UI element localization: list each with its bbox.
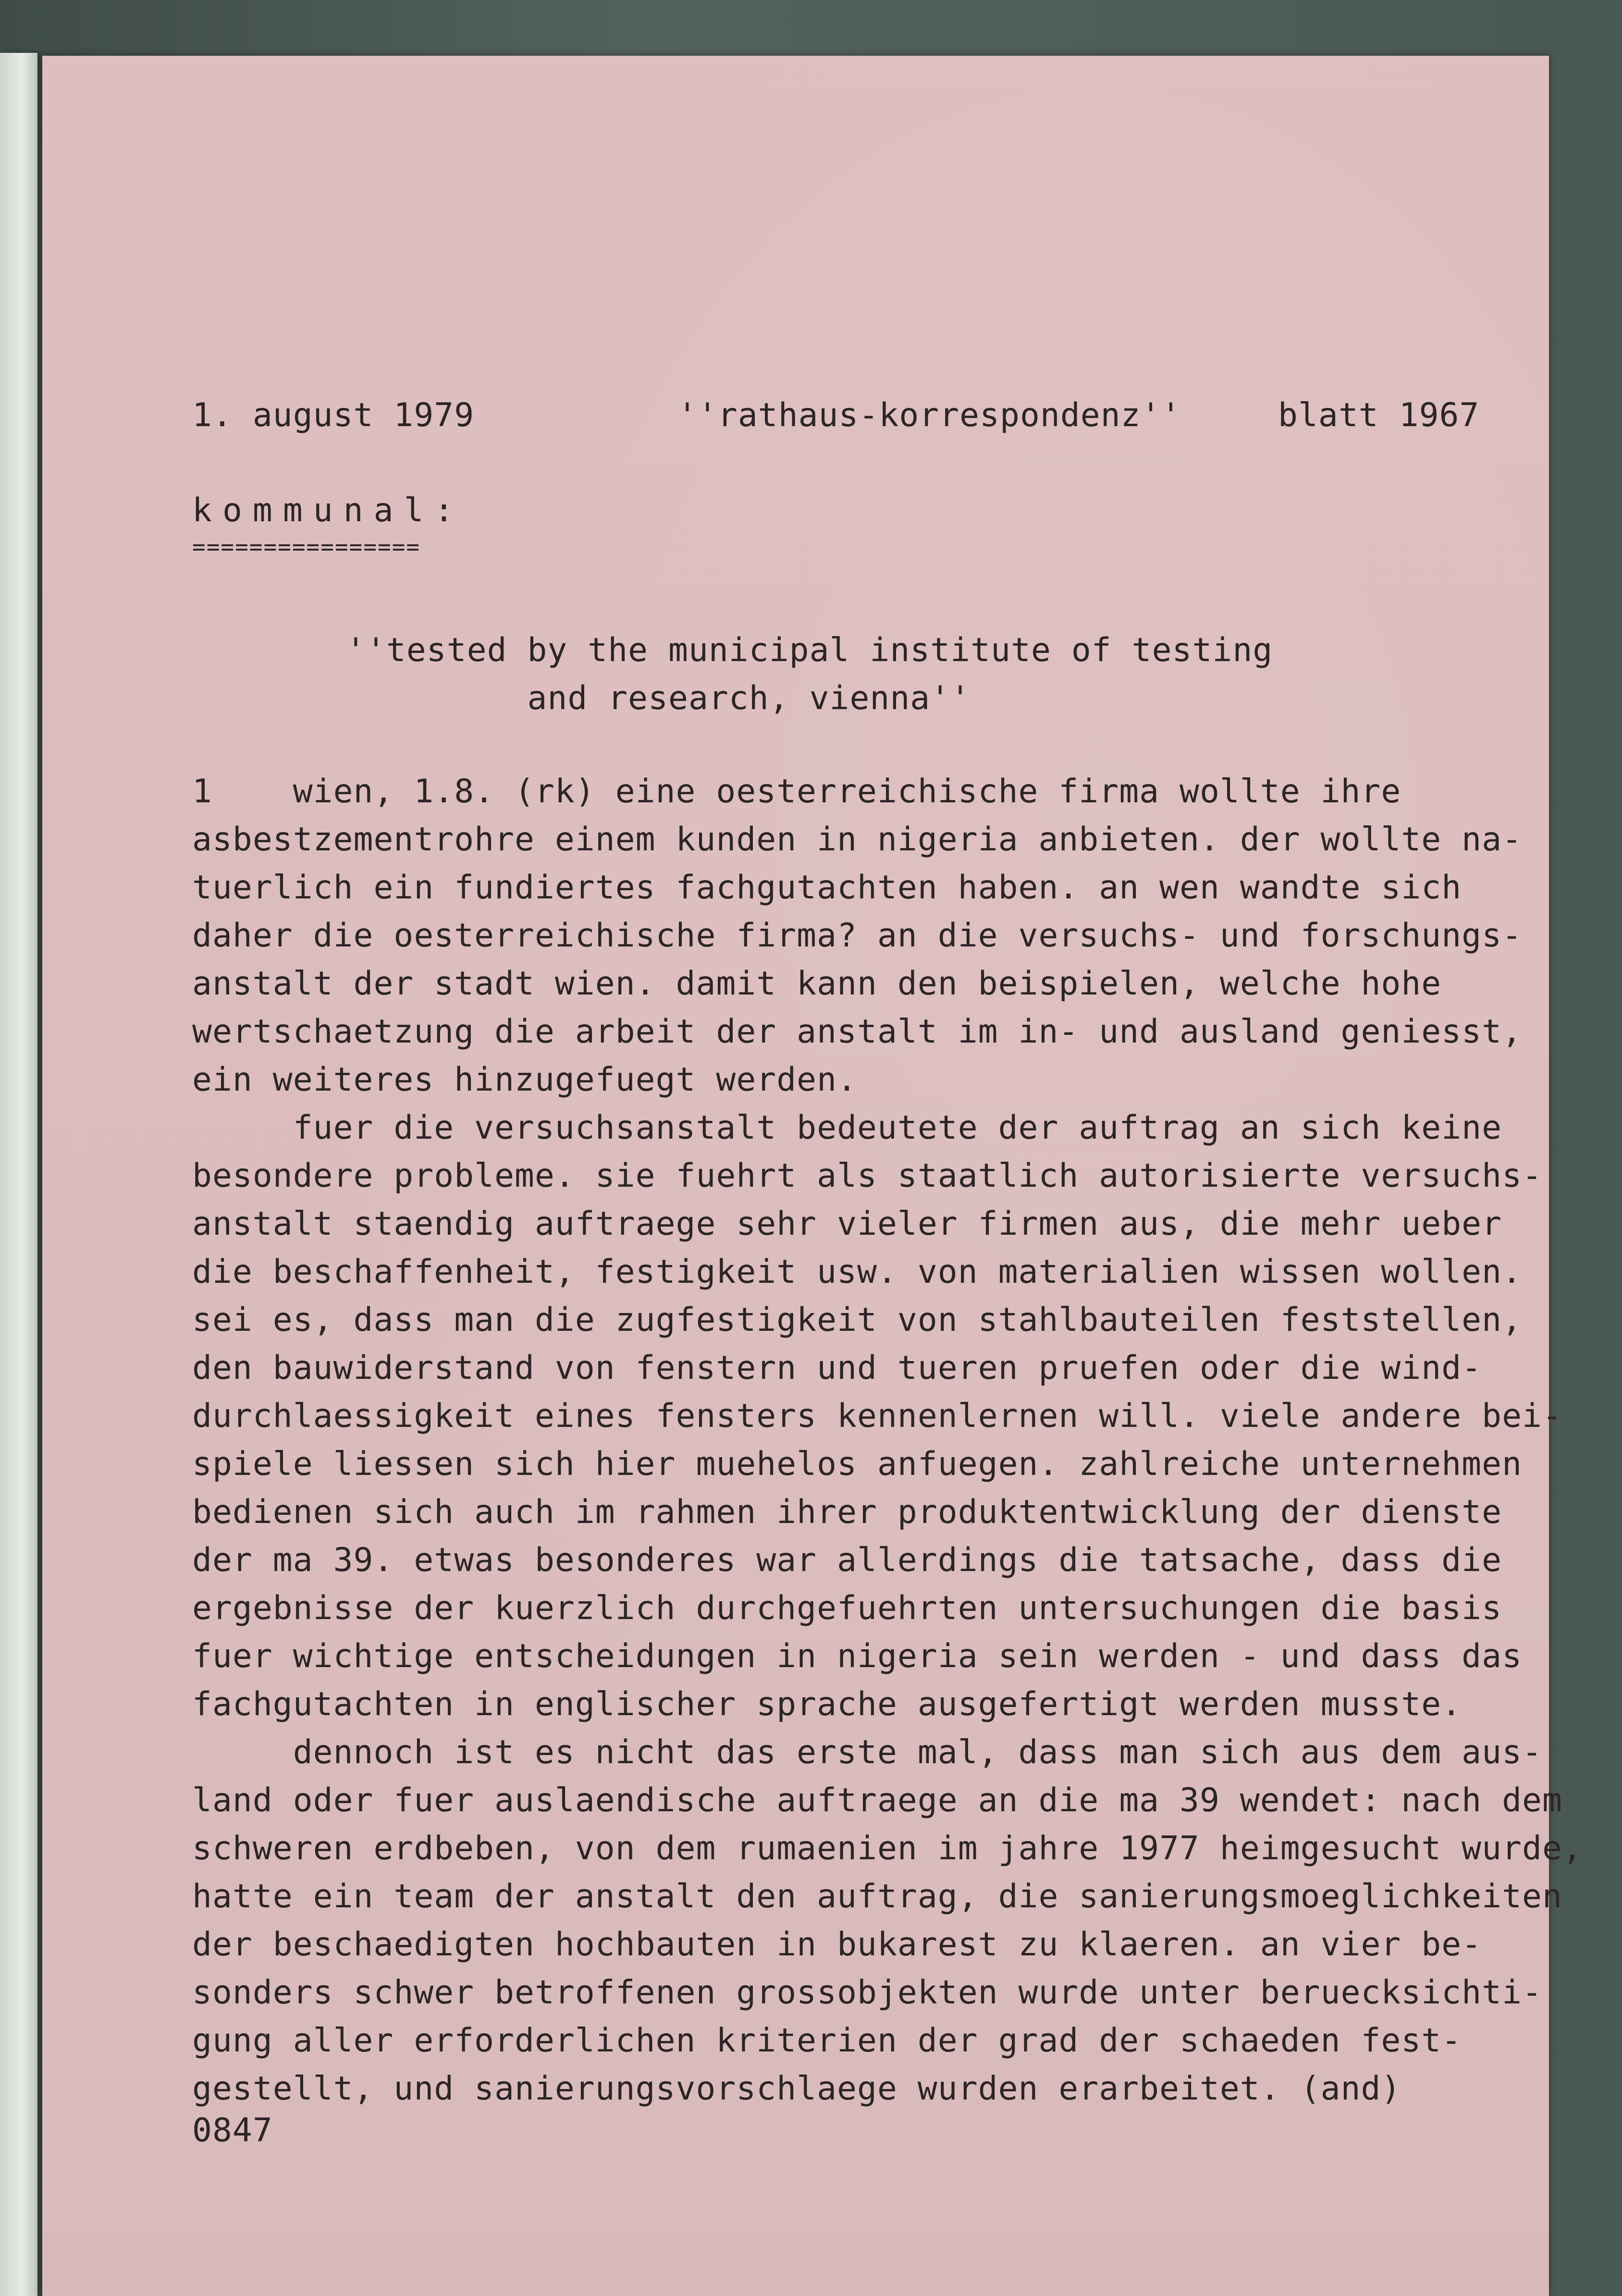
body-line: wertschaetzung die arbeit der anstalt im in- und ausland geniesst,	[192, 1013, 1523, 1051]
section-label: kommunal:	[192, 491, 465, 529]
header-date: 1. august 1979	[192, 396, 475, 434]
body-line: der beschaedigten hochbauten in bukarest zu klaeren. an vier be-	[192, 1926, 1482, 1964]
body-line: sonders schwer betroffenen grossobjekten wurde unter beruecksichti-	[192, 1974, 1542, 2012]
body-line: ergebnisse der kuerzlich durchgefuehrten untersuchungen die basis	[192, 1589, 1502, 1627]
previous-page-edge	[0, 53, 37, 2296]
body-line: hatte ein team der anstalt den auftrag, die sanierungsmoeglichkeiten	[192, 1878, 1562, 1915]
title-line: and research, vienna''	[346, 679, 971, 717]
title-line: ''tested by the municipal institute of testing	[346, 631, 1273, 669]
body-line: gestellt, und sanierungsvorschlaege wurden erarbeitet. (and)	[192, 2070, 1401, 2108]
body-line: bedienen sich auch im rahmen ihrer produktentwicklung der dienste	[192, 1493, 1502, 1531]
body-line: fuer wichtige entscheidungen in nigeria sein werden - und dass das	[192, 1637, 1523, 1675]
document-code: 0847	[192, 2112, 273, 2149]
header-publication: ''rathaus-korrespondenz''	[677, 396, 1181, 434]
body-line: dennoch ist es nicht das erste mal, dass man sich aus dem aus-	[192, 1733, 1542, 1771]
body-line: ein weiteres hinzugefuegt werden.	[192, 1061, 858, 1099]
body-line: der ma 39. etwas besonderes war allerdings die tatsache, dass die	[192, 1541, 1502, 1579]
article-title	[346, 626, 1273, 723]
body-line: durchlaessigkeit eines fensters kennenlernen will. viele andere bei-	[192, 1397, 1562, 1435]
body-line: anstalt staendig auftraege sehr vieler firmen aus, die mehr ueber	[192, 1205, 1502, 1243]
body-line: fuer die versuchsanstalt bedeutete der auftrag an sich keine	[192, 1109, 1502, 1147]
body-line: besondere probleme. sie fuehrt als staatlich autorisierte versuchs-	[192, 1157, 1542, 1195]
body-line: den bauwiderstand von fenstern und tueren pruefen oder die wind-	[192, 1349, 1482, 1387]
body-line: 1 wien, 1.8. (rk) eine oesterreichische firma wollte ihre	[192, 773, 1401, 810]
body-line: spiele liessen sich hier muehelos anfuegen. zahlreiche unternehmen	[192, 1445, 1523, 1483]
body-line: fachgutachten in englischer sprache ausgefertigt werden musste.	[192, 1685, 1462, 1723]
section-underline: ================	[192, 534, 421, 560]
body-line: gung aller erforderlichen kriterien der grad der schaeden fest-	[192, 2022, 1462, 2060]
body-line: asbestzementrohre einem kunden in nigeria anbieten. der wollte na-	[192, 821, 1523, 859]
body-line: anstalt der stadt wien. damit kann den beispielen, welche hohe	[192, 965, 1442, 1003]
body-line: schweren erdbeben, von dem rumaenien im jahre 1977 heimgesucht wurde,	[192, 1829, 1583, 1867]
body-line: daher die oesterreichische firma? an die versuchs- und forschungs-	[192, 917, 1523, 955]
body-line: die beschaffenheit, festigkeit usw. von materialien wissen wollen.	[192, 1253, 1523, 1291]
header-sheet-number: blatt 1967	[1278, 396, 1480, 434]
body-line: sei es, dass man die zugfestigkeit von stahlbauteilen feststellen,	[192, 1301, 1523, 1339]
body-line: land oder fuer auslaendische auftraege an die ma 39 wendet: nach dem	[192, 1781, 1562, 1819]
document-page	[42, 56, 1583, 2296]
body-line: tuerlich ein fundiertes fachgutachten haben. an wen wandte sich	[192, 869, 1462, 907]
article-body	[192, 768, 1583, 2113]
